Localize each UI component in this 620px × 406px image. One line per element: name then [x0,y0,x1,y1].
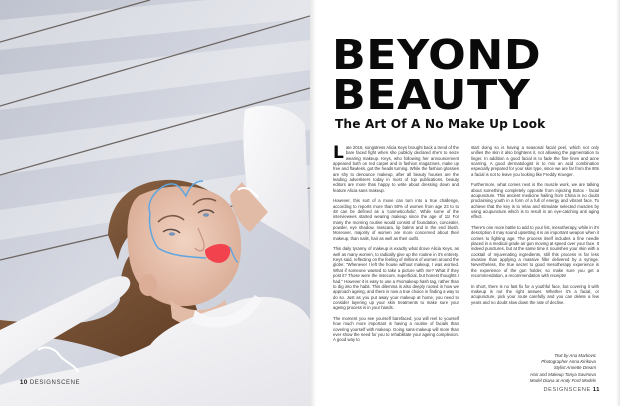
article-title-line2: BEAUTY [332,71,531,119]
credit-text: Text by Ana Markovic [554,353,596,358]
page-number: 11 [592,387,600,393]
right-page [310,0,620,406]
page-number-left [20,380,80,386]
credit-hair-makeup: Hair and Makeup Tanya Savinova [530,371,596,377]
page-edge [616,0,620,406]
credit-model: Model Diana at Andy Ford Models [529,377,596,383]
paragraph: The moment you see yourself barefaced, you will reel to yourself how much more important is having a routine of facials than covering yourself with makeup. Going sans-makeup will more than ever show the need for you to rehabilitate your ageing complexion. A good way to [333,315,459,343]
article-subtitle: The Art Of A No Make Up Look [335,117,546,131]
article-title-line1: BEYOND [332,31,542,79]
page-number: 10 [20,380,28,386]
text-column-1 [333,145,459,348]
paragraph: However, this sort of a move can turn into a true challenge, according to reports more than 50% of women from age 23 to to 48 can be defined as a 'cosmeticoholic'. While some of the interviewees started wearing makeup since the age of 11! For many the morning routine would consist of foundation, concealer, powder, eye shadow, mascara, lip balms and in the end blush. Moreover, majority of women are more concerned about their makeup, than nails, hair as well as their outfit. [333,198,459,241]
paragraph: start doing so is having a seasonal facial peel, which not only unifies the skin it also brightens it, not allowing the pigmentation to linger. In addition a good facial is to fade the fine lines and acne scarring. A good dermatologist is to mix an acid combination especially prepared for your skin type, since we are far from the 80s a facial is not to leave you looking like Freddy Krueger. [471,145,599,177]
paragraph: This daily tyranny of makeup is exactly what drove Alicia Keys, as well as many women, to radically give up the routine in it's entirety. Keys said, reflecting on the feeling of millions of women around the globe: "Whenever I left the house without makeup, I was worried. What if someone wanted to take a picture with me? What if they post it? Those were the insecure, superficial, but honest thoughts I had." However it is easy to use a #nomakeup hash tag, rather than to dig into the habit. This dilemma is also deeply rooted in how we approach ageing, and there is now a true choice in finding a way to do so. Just as you put away your makeup at home, you need to consider layering up your skin treatments to make sure your ageing process is in your hands. [333,246,459,311]
drop-cap: L [333,143,344,163]
paragraph: Furthermore, what comes next is the muscle work, we are talking about something completely opposite from injecting Botox - facial acupuncture. This ancient medicine hailing from China is no doubt proclaiming youth in a form of a full of energy and vibrant face. To achieve that the key is to relax and stimulate selected muscles by using acupuncture which is to result in an eye-catching anti aging effect. [471,182,599,220]
paragraph [333,145,459,193]
magazine-name: DESIGNSCENE [29,380,81,386]
magazine-name: DESIGNSCENE [543,387,591,393]
page-number-right [544,387,600,393]
paragraph: In short, there is no fast fix for a youthful face, but covering it with makeup is not the right answer. Whether it's a facial, or acupuncture, pick your route carefully and you can delete a few years and no doubt slow down the rate of decline. [471,283,599,305]
credit-photographer: Photographer Anna Kirikova [541,359,596,365]
paragraph: There's one more battle to add to your list, mesotherapy, while in it's description it may sound upsetting it is an important weapon when it comes to fighting age. The process itself includes a fine needle placed in a medical grade air gun moving at speed over your face. It indeed punctures, but at the same time it nourishes your skin with a cocktail of rejuvenating ingredients, still this process is far less invasive than applying a massive filler delivered by a syringe. Nevertheless, the true secret to good mesotherapy experience is the experience of the gun holder, so make sure you get a recommendation, a recommendation with receipts! [471,225,599,279]
photo-credits [530,353,596,384]
credit-stylist: Stylist Annette Dream [553,365,596,371]
text-column-2 [471,145,599,310]
paragraph-text: ate 2016, songstress Alicia Keys brought back a trend of the bare faced fight when she publicly declared she's to seize wearing makeup. Keys, who following her announcement appeared both on red carpet and in fashion magazines, make up free and flawless, got the heads turning. While the fashion glossies are shy to denounce makeup, after all beauty houses are the leading advertisers today in most of top publications, beauty editors are more than happy to write about dressing down and feature Alicia sans makeup. [333,145,460,193]
